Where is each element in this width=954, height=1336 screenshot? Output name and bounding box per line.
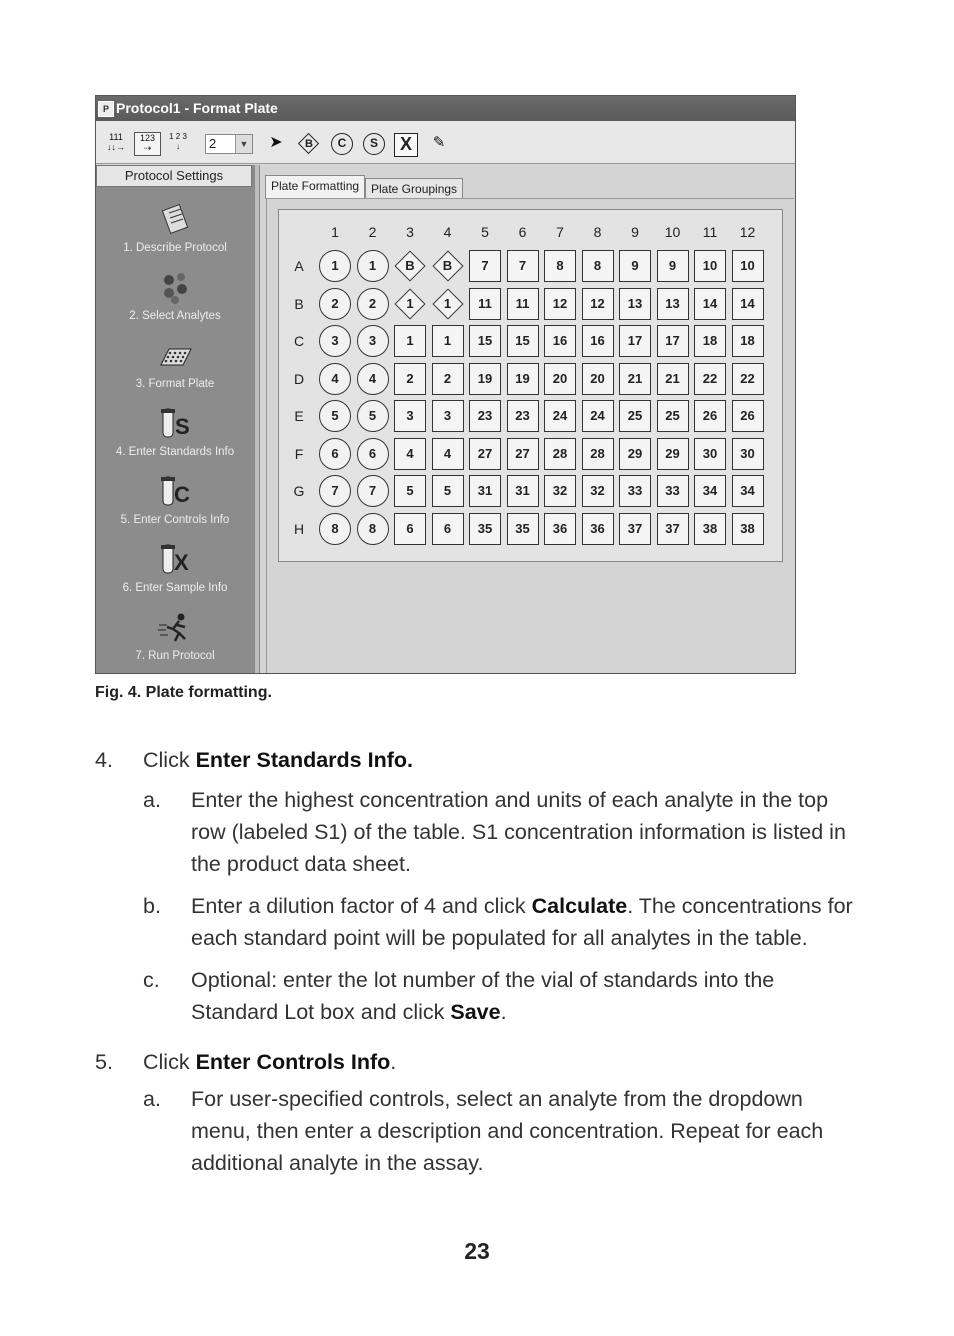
sample-well[interactable]: 8 — [582, 250, 614, 282]
sample-well[interactable]: 24 — [582, 400, 614, 432]
sample-well[interactable]: 26 — [694, 400, 726, 432]
sidebar-item-label: 5. Enter Controls Info — [120, 514, 230, 526]
column-header[interactable]: 4 — [443, 224, 452, 240]
svg-text:S: S — [175, 414, 190, 439]
sample-well[interactable]: 26 — [732, 400, 764, 432]
standard-well[interactable]: 3 — [357, 325, 389, 357]
sample-well[interactable]: 13 — [657, 288, 689, 320]
step-4-text — [143, 744, 863, 776]
sample-well[interactable]: 9 — [619, 250, 651, 282]
sample-well[interactable]: 20 — [544, 363, 576, 395]
column-header[interactable]: 7 — [556, 224, 564, 240]
sample-well[interactable]: 16 — [544, 325, 576, 357]
sidebar-item-enter-sample-info[interactable] — [96, 543, 254, 594]
runner-icon — [155, 611, 195, 645]
tab-plate-groupings[interactable]: Plate Groupings — [365, 178, 463, 198]
sample-well[interactable]: 37 — [657, 513, 689, 545]
step-4b-text — [191, 890, 871, 954]
sample-well[interactable]: 11 — [469, 288, 501, 320]
sample-well[interactable]: 5 — [432, 475, 464, 507]
blank-well-button[interactable] — [298, 133, 320, 155]
standard-well[interactable]: 3 — [319, 325, 351, 357]
fill-down-label: 111 — [109, 132, 123, 142]
standard-well[interactable]: 6 — [319, 438, 351, 470]
sample-well[interactable]: 14 — [694, 288, 726, 320]
sample-well[interactable]: 6 — [394, 513, 426, 545]
column-header[interactable]: 9 — [631, 224, 639, 240]
well-label: 1 — [443, 295, 452, 311]
step-5-text — [143, 1046, 863, 1078]
substep-number: b. — [143, 894, 161, 918]
step-4c-text — [191, 964, 861, 1028]
sample-well[interactable]: 33 — [619, 475, 651, 507]
fill-series-label: 1 2 3 — [169, 132, 187, 141]
step-bold-text: Enter Standards Info. — [195, 748, 413, 772]
well-label: B — [405, 258, 415, 273]
standard-well[interactable]: 7 — [357, 475, 389, 507]
sample-well[interactable]: 10 — [732, 250, 764, 282]
sample-well[interactable]: 36 — [582, 513, 614, 545]
sidebar-item-label: 2. Select Analytes — [129, 310, 221, 322]
protocol-settings-header: Protocol Settings — [96, 165, 252, 187]
tab-plate-formatting[interactable]: Plate Formatting — [265, 175, 365, 199]
step-bold-text: Enter Controls Info — [195, 1050, 391, 1074]
sample-well[interactable]: 36 — [544, 513, 576, 545]
column-header[interactable]: 6 — [518, 224, 527, 240]
sample-well[interactable]: 1 — [394, 325, 426, 357]
sample-well[interactable]: 18 — [732, 325, 764, 357]
standard-well[interactable]: 1 — [319, 250, 351, 282]
standard-well[interactable]: 1 — [357, 250, 389, 282]
sample-well[interactable]: 7 — [507, 250, 539, 282]
sidebar-item-run-protocol[interactable] — [96, 611, 254, 662]
standard-well[interactable]: 7 — [319, 475, 351, 507]
sidebar-item-label: 7. Run Protocol — [135, 650, 215, 662]
step-number: 5. — [95, 1050, 113, 1074]
row-header[interactable]: F — [294, 445, 304, 462]
standard-well[interactable]: 2 — [319, 288, 351, 320]
plate-grid — [278, 209, 783, 562]
window-title: Protocol1 - Format Plate — [116, 100, 278, 116]
column-header[interactable]: 8 — [593, 224, 602, 240]
sample-well[interactable]: 21 — [657, 363, 689, 395]
sample-well[interactable]: 31 — [469, 475, 501, 507]
notepad-icon — [155, 203, 195, 237]
sample-well[interactable]: 4 — [394, 438, 426, 470]
chevron-down-icon[interactable]: ▼ — [235, 135, 252, 153]
sample-well[interactable]: 17 — [657, 325, 689, 357]
sample-well[interactable]: 25 — [619, 400, 651, 432]
row-header[interactable]: A — [294, 258, 304, 274]
tube-x-icon — [155, 543, 195, 577]
row-header[interactable]: G — [293, 483, 305, 499]
sample-well[interactable]: 12 — [582, 288, 614, 320]
column-header[interactable]: 1 — [331, 224, 339, 240]
column-header[interactable]: 5 — [481, 224, 489, 240]
step-5a-text: For user-specified controls, select an analyte from the dropdown menu, then enter a description and concentration. Repeat for each additional analyte in the assay. — [191, 1087, 824, 1175]
sample-well[interactable]: 18 — [694, 325, 726, 357]
blank-well[interactable] — [432, 288, 464, 320]
column-header[interactable]: 2 — [368, 224, 377, 240]
tube-c-icon — [155, 475, 195, 509]
sample-well[interactable]: 17 — [619, 325, 651, 357]
sample-well[interactable]: 34 — [694, 475, 726, 507]
step-text: Enter a dilution factor of 4 and click — [191, 894, 532, 918]
sidebar-item-enter-controls-info[interactable] — [96, 475, 254, 526]
step-bold-text: Calculate — [531, 894, 628, 918]
arrow-down-icon: ↓↓→ — [107, 142, 125, 152]
sample-well[interactable]: 38 — [732, 513, 764, 545]
step-4a-text: Enter the highest concentration and units of each analyte in the top row (labeled S1) of the table. S1 concentration information is listed in the product data sheet. — [191, 788, 846, 876]
sample-well[interactable]: 34 — [732, 475, 764, 507]
step-text: . — [390, 1050, 397, 1074]
well-label: 1 — [406, 295, 414, 311]
protocol-sidebar — [96, 165, 254, 674]
app-icon: P — [98, 101, 114, 117]
substep-number: a. — [143, 788, 161, 812]
fill-down-button[interactable] — [102, 132, 130, 156]
column-header[interactable]: 12 — [739, 224, 756, 240]
sidebar-item-select-analytes[interactable] — [96, 271, 254, 322]
sample-well[interactable]: 37 — [619, 513, 651, 545]
standard-well[interactable]: 4 — [357, 363, 389, 395]
sidebar-item-label: 4. Enter Standards Info — [115, 446, 235, 458]
sample-well[interactable]: 35 — [469, 513, 501, 545]
sample-well[interactable]: 28 — [582, 438, 614, 470]
sample-well[interactable]: 31 — [507, 475, 539, 507]
format-plate-window — [95, 95, 796, 674]
column-header[interactable]: 11 — [702, 224, 718, 240]
sample-well[interactable]: 27 — [469, 438, 501, 470]
sample-well[interactable]: 23 — [469, 400, 501, 432]
well-label: B — [442, 258, 453, 273]
window-titlebar — [96, 96, 795, 121]
sample-well[interactable]: 2 — [394, 363, 426, 395]
sample-well[interactable]: 8 — [544, 250, 576, 282]
toolbar — [96, 121, 795, 164]
fill-across-label: 123 — [139, 133, 156, 143]
sample-well[interactable]: 15 — [469, 325, 501, 357]
sample-well[interactable]: 27 — [507, 438, 539, 470]
sample-well[interactable]: 7 — [469, 250, 501, 282]
step-text: . The concentrations for each standard point will be populated for all analytes in the table. — [191, 894, 853, 950]
sample-well[interactable]: 9 — [657, 250, 689, 282]
sample-well[interactable]: 24 — [544, 400, 576, 432]
tube-s-icon — [155, 407, 195, 441]
substep-number: c. — [143, 968, 160, 992]
sample-well[interactable]: 32 — [544, 475, 576, 507]
column-header[interactable]: 3 — [406, 224, 414, 240]
svg-text:C: C — [174, 482, 190, 507]
sample-well[interactable]: 12 — [544, 288, 576, 320]
sample-well[interactable]: 16 — [582, 325, 614, 357]
sample-well[interactable]: 19 — [469, 363, 501, 395]
standard-well[interactable]: 2 — [357, 288, 389, 320]
pointer-tool-icon[interactable]: ➤ — [269, 134, 283, 151]
sample-well[interactable]: 2 — [432, 363, 464, 395]
standard-well[interactable]: 8 — [357, 513, 389, 545]
sample-well[interactable]: 33 — [657, 475, 689, 507]
main-panel — [260, 165, 796, 674]
sample-well[interactable]: 10 — [694, 250, 726, 282]
column-header[interactable]: 10 — [664, 224, 681, 240]
sidebar-item-label: 6. Enter Sample Info — [122, 582, 228, 594]
sample-well[interactable]: 13 — [619, 288, 651, 320]
substep-number: a. — [143, 1087, 161, 1111]
sample-well[interactable]: 1 — [432, 325, 464, 357]
sample-well[interactable]: 32 — [582, 475, 614, 507]
standard-well[interactable]: 4 — [319, 363, 351, 395]
sample-well-button[interactable]: X — [394, 133, 418, 157]
step-text: . — [500, 1000, 507, 1024]
sample-well[interactable]: 19 — [507, 363, 539, 395]
sample-well[interactable]: 4 — [432, 438, 464, 470]
sample-well[interactable]: 21 — [619, 363, 651, 395]
sidebar-item-format-plate[interactable] — [96, 339, 254, 390]
svg-text:X: X — [174, 550, 189, 575]
row-header[interactable]: E — [294, 408, 304, 424]
step-text: Click — [143, 1050, 196, 1074]
sample-well[interactable]: 22 — [732, 363, 764, 395]
sample-well[interactable]: 15 — [507, 325, 539, 357]
page-number: 23 — [464, 1238, 490, 1264]
arrow-down-icon: ↓ — [176, 142, 180, 151]
sample-well[interactable]: 25 — [657, 400, 689, 432]
sample-well[interactable]: 20 — [582, 363, 614, 395]
sample-well[interactable]: 28 — [544, 438, 576, 470]
step-number: 4. — [95, 748, 113, 772]
standard-well-button[interactable]: S — [363, 133, 385, 155]
row-header[interactable]: H — [293, 520, 305, 537]
sidebar-item-describe-protocol[interactable] — [96, 203, 254, 254]
row-header[interactable]: B — [294, 295, 304, 312]
sample-well[interactable]: 11 — [507, 288, 539, 320]
sample-well[interactable]: 6 — [432, 513, 464, 545]
sample-well[interactable]: 22 — [694, 363, 726, 395]
standard-well[interactable]: 5 — [319, 400, 351, 432]
eraser-icon[interactable]: ✎ — [432, 134, 446, 151]
sample-well[interactable]: 30 — [732, 438, 764, 470]
control-well-button[interactable]: C — [331, 133, 353, 155]
sample-well[interactable]: 23 — [507, 400, 539, 432]
sample-well[interactable]: 3 — [432, 400, 464, 432]
standard-well[interactable]: 6 — [357, 438, 389, 470]
row-header[interactable]: D — [293, 370, 305, 387]
figure-caption: Fig. 4. Plate formatting. — [95, 684, 272, 701]
blank-well[interactable] — [394, 250, 426, 282]
standard-well[interactable]: 8 — [319, 513, 351, 545]
sidebar-item-label: 3. Format Plate — [135, 378, 215, 390]
blank-label: B — [305, 138, 313, 150]
sample-well[interactable]: 14 — [732, 288, 764, 320]
fill-across-button[interactable] — [134, 132, 161, 156]
blank-well[interactable] — [394, 288, 426, 320]
sample-well[interactable]: 38 — [694, 513, 726, 545]
step-text: Click — [143, 748, 196, 772]
sample-well[interactable]: 29 — [657, 438, 689, 470]
arrow-right-icon: ⇢ — [143, 143, 152, 153]
step-text: Optional: enter the lot number of the vial of standards into the Standard Lot box and click — [191, 968, 775, 1024]
replicate-value: 2 — [209, 136, 217, 151]
replicate-select[interactable] — [205, 134, 253, 154]
beads-icon — [155, 271, 195, 305]
sample-well[interactable]: 29 — [619, 438, 651, 470]
row-header[interactable]: C — [293, 333, 305, 349]
sample-well[interactable]: 5 — [394, 475, 426, 507]
plate-formatting-panel — [266, 198, 794, 674]
sidebar-item-label: 1. Describe Protocol — [123, 242, 227, 254]
sample-well[interactable]: 30 — [694, 438, 726, 470]
step-bold-text: Save — [450, 1000, 501, 1024]
fill-series-button[interactable] — [166, 132, 190, 156]
sidebar-item-enter-standards-info[interactable] — [96, 407, 254, 458]
sample-well[interactable]: 3 — [394, 400, 426, 432]
blank-well[interactable] — [432, 250, 464, 282]
standard-well[interactable]: 5 — [357, 400, 389, 432]
plate-icon — [155, 339, 195, 373]
sample-well[interactable]: 35 — [507, 513, 539, 545]
